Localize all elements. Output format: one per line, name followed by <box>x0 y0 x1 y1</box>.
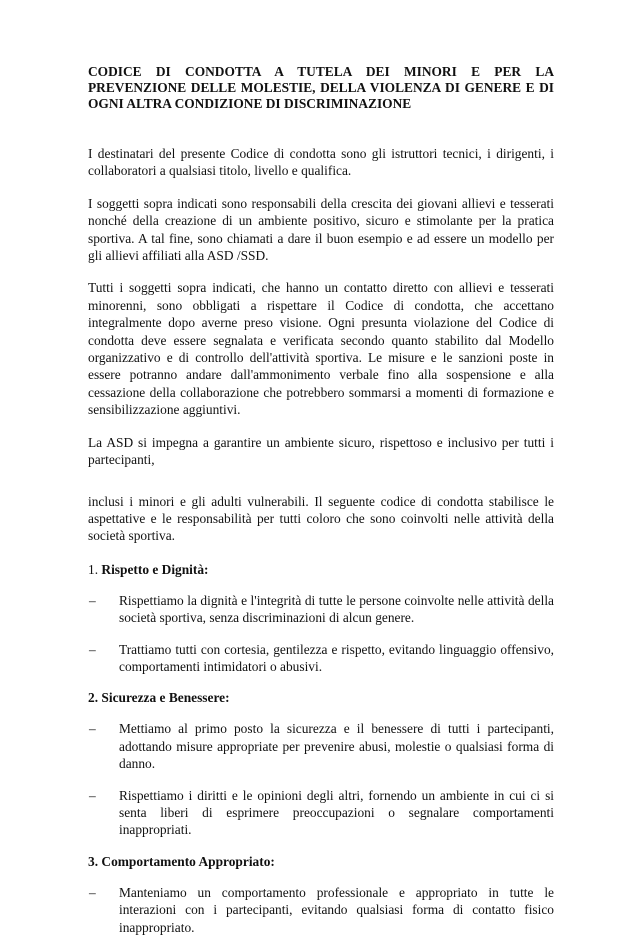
section-title: Rispetto e Dignità: <box>101 561 209 577</box>
list-item-text: Manteniamo un comportamento professionale e appropriato in tutte le interazioni con i partecipanti, evitando qualsiasi forma di contatto fisico inappropriato. <box>119 884 554 935</box>
list-item-text: Trattiamo tutti con cortesia, gentilezza e rispetto, evitando linguaggio offensivo, comportamenti intimidatori o abusivi. <box>119 641 554 674</box>
list-item <box>88 592 554 627</box>
dash-bullet-icon: – <box>89 592 96 608</box>
intro-paragraph-2: I soggetti sopra indicati sono responsabili della crescita dei giovani allievi e tesserati nonché della creazione di un ambiente positivo, sicuro e stimolante per la pratica sportiva. A tal fine, sono chiamati a dare il buon esempio e ad essere un modello per gli allievi affiliati alla ASD /SSD. <box>88 195 554 264</box>
section-number: 3. <box>88 853 99 869</box>
intro-paragraph-4: La ASD si impegna a garantire un ambiente sicuro, rispettoso e inclusivo per tutti i partecipanti, <box>88 434 554 468</box>
section-number: 2. <box>88 690 99 706</box>
list-item <box>88 720 554 772</box>
dash-bullet-icon: – <box>89 787 96 803</box>
list-item <box>88 787 554 839</box>
list-item-text: Mettiamo al primo posto la sicurezza e il benessere di tutti i partecipanti, adottando misure appropriate per prevenire abusi, molestie o qualsiasi forma di danno. <box>119 721 554 772</box>
intro-paragraph-3: Tutti i soggetti sopra indicati, che hanno un contatto diretto con allievi e tesserati minorenni, sono obbligati a rispettare il Codice di condotta, che accettano integralmente dopo averne preso visione. Ogni presunta violazione del Codice di condotta deve essere segnalata e verificata secondo quanto stabilito dal Modello organizzativo e di controllo dell'attività sportiva. Le misure e le sanzioni poste in essere potranno andare dall'ammonimento verbale fino alla sospensione e alla cessazione della collaborazione che potrebbero sommarsi a momenti di formazione e sensibilizzazione aggiuntivi. <box>88 280 554 418</box>
list-item <box>88 884 554 936</box>
list-item <box>88 641 554 676</box>
list-item-text: Rispettiamo la dignità e l'integrità di tutte le persone coinvolte nelle attività della società sportiva, senza discriminazioni di alcun genere. <box>119 592 554 626</box>
dash-bullet-icon: – <box>89 721 96 737</box>
section-heading <box>88 689 554 706</box>
list-item-text: Rispettiamo i diritti e le opinioni degli altri, fornendo un ambiente in cui ci si senta liberi di esprimere preoccupazioni o segnalare comportamenti inappropriati. <box>119 787 554 838</box>
section-heading <box>88 561 554 578</box>
dash-bullet-icon: – <box>89 641 96 657</box>
intro-paragraph-5: inclusi i minori e gli adulti vulnerabili. Il seguente codice di condotta stabilisce le aspettative e le responsabilità per tutti coloro che sono coinvolti nelle attività della società sportiva. <box>88 493 554 544</box>
section-respect <box>88 561 554 676</box>
section-safety <box>88 689 554 838</box>
section-number: 1. <box>88 561 99 577</box>
section-behavior <box>88 853 554 936</box>
section-title: Comportamento Appropriato: <box>101 853 275 869</box>
intro-paragraph-1: I destinatari del presente Codice di condotta sono gli istruttori tecnici, i dirigenti, i collaboratori a qualsiasi titolo, livello e qualifica. <box>88 146 554 179</box>
document-title: CODICE DI CONDOTTA A TUTELA DEI MINORI E PER LA PREVENZIONE DELLE MOLESTIE, DELLA VIOLENZA DI GENERE E DI OGNI ALTRA CONDIZIONE DI DISCRIMINAZIONE <box>88 64 554 111</box>
dash-bullet-icon: – <box>89 884 96 900</box>
section-heading <box>88 853 554 870</box>
section-title: Sicurezza e Benessere: <box>101 690 230 706</box>
